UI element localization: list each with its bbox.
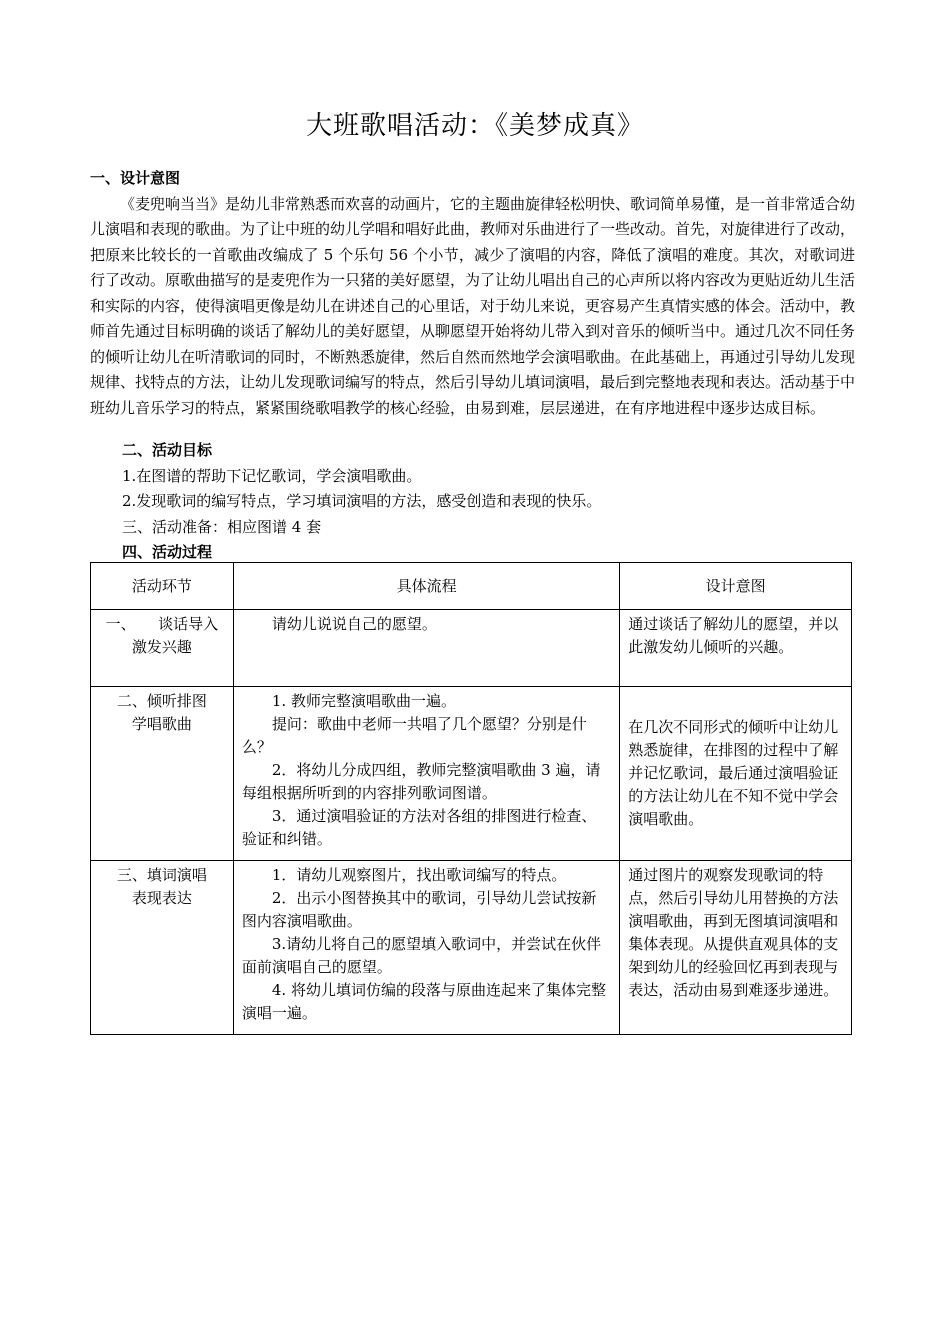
process-cell: [233, 610, 619, 687]
process-step: 提问：歌曲中老师一共唱了几个愿望？分别是什么？: [241, 715, 587, 756]
table-row: [91, 610, 852, 687]
table-row: [91, 687, 852, 861]
stage-line: 二、倾听排图: [116, 692, 207, 710]
table-header-row: [91, 563, 852, 610]
stage-line: 学唱歌曲: [131, 715, 192, 733]
process-step: 1．请幼儿观察图片，找出歌词编写的特点。: [271, 866, 567, 884]
stage-line: 一、 谈话导入: [105, 615, 219, 633]
process-cell: [233, 861, 619, 1035]
stage-cell: [91, 610, 234, 687]
design-intent-heading: 一、设计意图: [90, 169, 181, 187]
preparation-text: 相应图谱 4 套: [227, 517, 322, 536]
table-row: [91, 861, 852, 1035]
goal-item: 1.在图谱的帮助下记忆歌词，学会演唱歌曲。: [122, 466, 422, 485]
stage-line: 激发兴趣: [131, 638, 192, 656]
stage-cell: [91, 861, 234, 1035]
process-step: 2．出示小图替换其中的歌词，引导幼儿尝试按新图内容演唱歌曲。: [241, 889, 597, 930]
stage-line: 表现表达: [131, 889, 192, 907]
intent-cell: 通过图片的观察发现歌词的特点，然后引导幼儿用替换的方法演唱歌曲，再到无图填词演唱和集体表现。从提供直观具体的支架到幼儿的经验回忆再到表现与表达，活动由易到难逐步递进。: [620, 861, 852, 1035]
process-step: 4. 将幼儿填词仿编的段落与原曲连起来了集体完整演唱一遍。: [241, 981, 606, 1022]
goal-item: 2.发现歌词的编写特点，学习填词演唱的方法，感受创造和表现的快乐。: [122, 492, 602, 510]
preparation-line: [90, 515, 855, 541]
process-step: 1. 教师完整演唱歌曲一遍。: [271, 692, 456, 710]
process-step: 请幼儿说说自己的愿望。: [271, 615, 437, 633]
page-title: 大班歌唱活动：《美梦成真》: [305, 111, 644, 141]
process-step: 3.请幼儿将自己的愿望填入歌词中，并尝试在伙伴面前演唱自己的愿望。: [241, 935, 602, 976]
intent-cell: 在几次不同形式的倾听中让幼儿熟悉旋律，在排图的过程中了解并记忆歌词，最后通过演唱验证的方法让幼儿在不知不觉中学会演唱歌曲。: [620, 687, 852, 861]
process-cell: [233, 687, 619, 861]
stage-line: 三、填词演唱: [116, 866, 207, 884]
stage-cell: [91, 687, 234, 861]
activity-process-table: [90, 562, 852, 1035]
header-stage: 活动环节: [91, 563, 234, 610]
header-intent: 设计意图: [620, 563, 852, 610]
process-heading: 四、活动过程: [122, 543, 213, 561]
design-intent-paragraph: 《麦兜响当当》是幼儿非常熟悉而欢喜的动画片，它的主题曲旋律轻松明快、歌词简单易懂，是一首非常适合幼儿演唱和表现的歌曲。为了让中班的幼儿学唱和唱好此曲，教师对乐曲进行了一些改动。首先，对旋律进行了改动，把原来比较长的一首歌曲改编成了 5 个乐句 56 个小节，减少了演唱的内容，降低了演唱的难度。其次，对歌词进行了改动。原歌曲描写的是麦兜作为一只猪的美好愿望，为了让幼儿唱出自己的心声所以将内容改为更贴近幼儿生活和实际的内容，使得演唱更像是幼儿在讲述自己的心里话，对于幼儿来说，更容易产生真情实感的体会。活动中，教师首先通过目标明确的谈话了解幼儿的美好愿望，从聊愿望开始将幼儿带入到对音乐的倾听当中。通过几次不同任务的倾听让幼儿在听清歌词的同时，不断熟悉旋律，然后自然而然地学会演唱歌曲。在此基础上，再通过引导幼儿发现规律、找特点的方法，让幼儿发现歌词编写的特点，然后引导幼儿填词演唱，最后到完整地表现和表达。活动基于中班幼儿音乐学习的特点，紧紧围绕歌唱教学的核心经验，由易到难，层层递进，在有序地进程中逐步达成目标。: [90, 194, 856, 417]
goals-section: [90, 438, 855, 566]
process-step: 3．通过演唱验证的方法对各组的排图进行检查、验证和纠错。: [241, 807, 597, 848]
preparation-heading: 三、活动准备：: [122, 517, 228, 536]
intent-cell: 通过谈话了解幼儿的愿望，并以此激发幼儿倾听的兴趣。: [620, 610, 852, 687]
process-step: 2．将幼儿分成四组，教师完整演唱歌曲 3 遍，请每组根据所听到的内容排列歌词图谱。: [241, 761, 601, 802]
header-process: 具体流程: [233, 563, 619, 610]
goals-heading: 二、活动目标: [122, 441, 213, 459]
design-intent-section: [90, 166, 855, 421]
